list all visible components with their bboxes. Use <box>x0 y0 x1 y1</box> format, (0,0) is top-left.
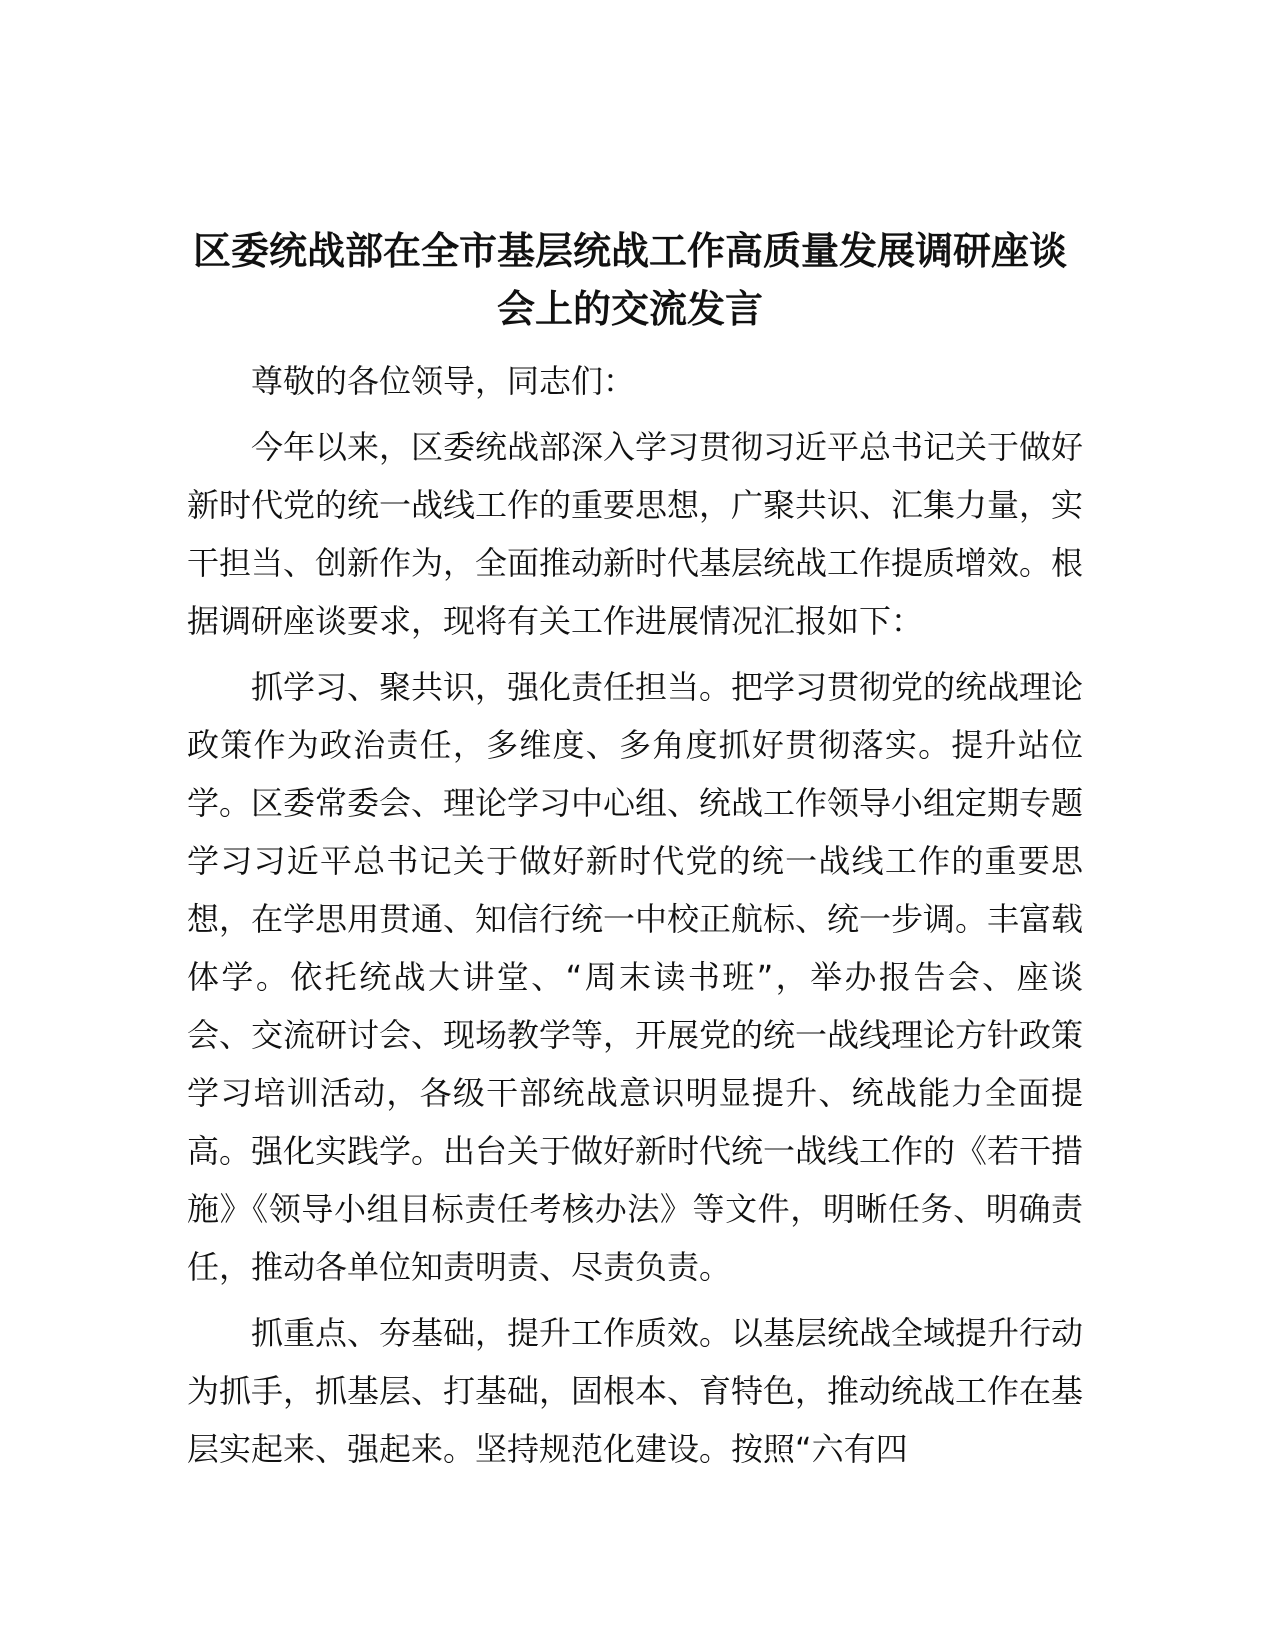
paragraph: 抓重点、夯基础，提升工作质效。以基层统战全域提升行动为抓手，抓基层、打基础，固根本、育特色，推动统战工作在基层实起来、强起来。坚持规范化建设。按照“六有四 <box>187 1314 1084 1468</box>
paragraph: 抓学习、聚共识，强化责任担当。把学习贯彻党的统战理论政策作为政治责任，多维度、多角度抓好贯彻落实。提升站位学。区委常委会、理论学习中心组、统战工作领导小组定期专题学习习近平总书记关于做好新时代党的统一战线工作的重要思想，在学思用贯通、知信行统一中校正航标、统一步调。丰富载体学。依托统战大讲堂、“周末读书班”，举办报告会、座谈会、交流研讨会、现场教学等，开展党的统一战线理论方针政策学习培训活动，各级干部统战意识明显提升、统战能力全面提高。强化实践学。出台关于做好新时代统一战线工作的《若干措施》《领导小组目标责任考核办法》等文件，明晰任务、明确责任，推动各单位知责明责、尽责负责。 <box>187 668 1084 1286</box>
document-title: 区委统战部在全市基层统战工作高质量发展调研座谈会上的交流发言 <box>192 229 1067 331</box>
paragraph: 今年以来，区委统战部深入学习贯彻习近平总书记关于做好新时代党的统一战线工作的重要思想，广聚共识、汇集力量，实干担当、创新作为，全面推动新时代基层统战工作提质增效。根据调研座谈要求，现将有关工作进展情况汇报如下： <box>187 428 1084 640</box>
salutation: 尊敬的各位领导，同志们： <box>251 362 636 400</box>
document-body <box>187 352 1083 1486</box>
